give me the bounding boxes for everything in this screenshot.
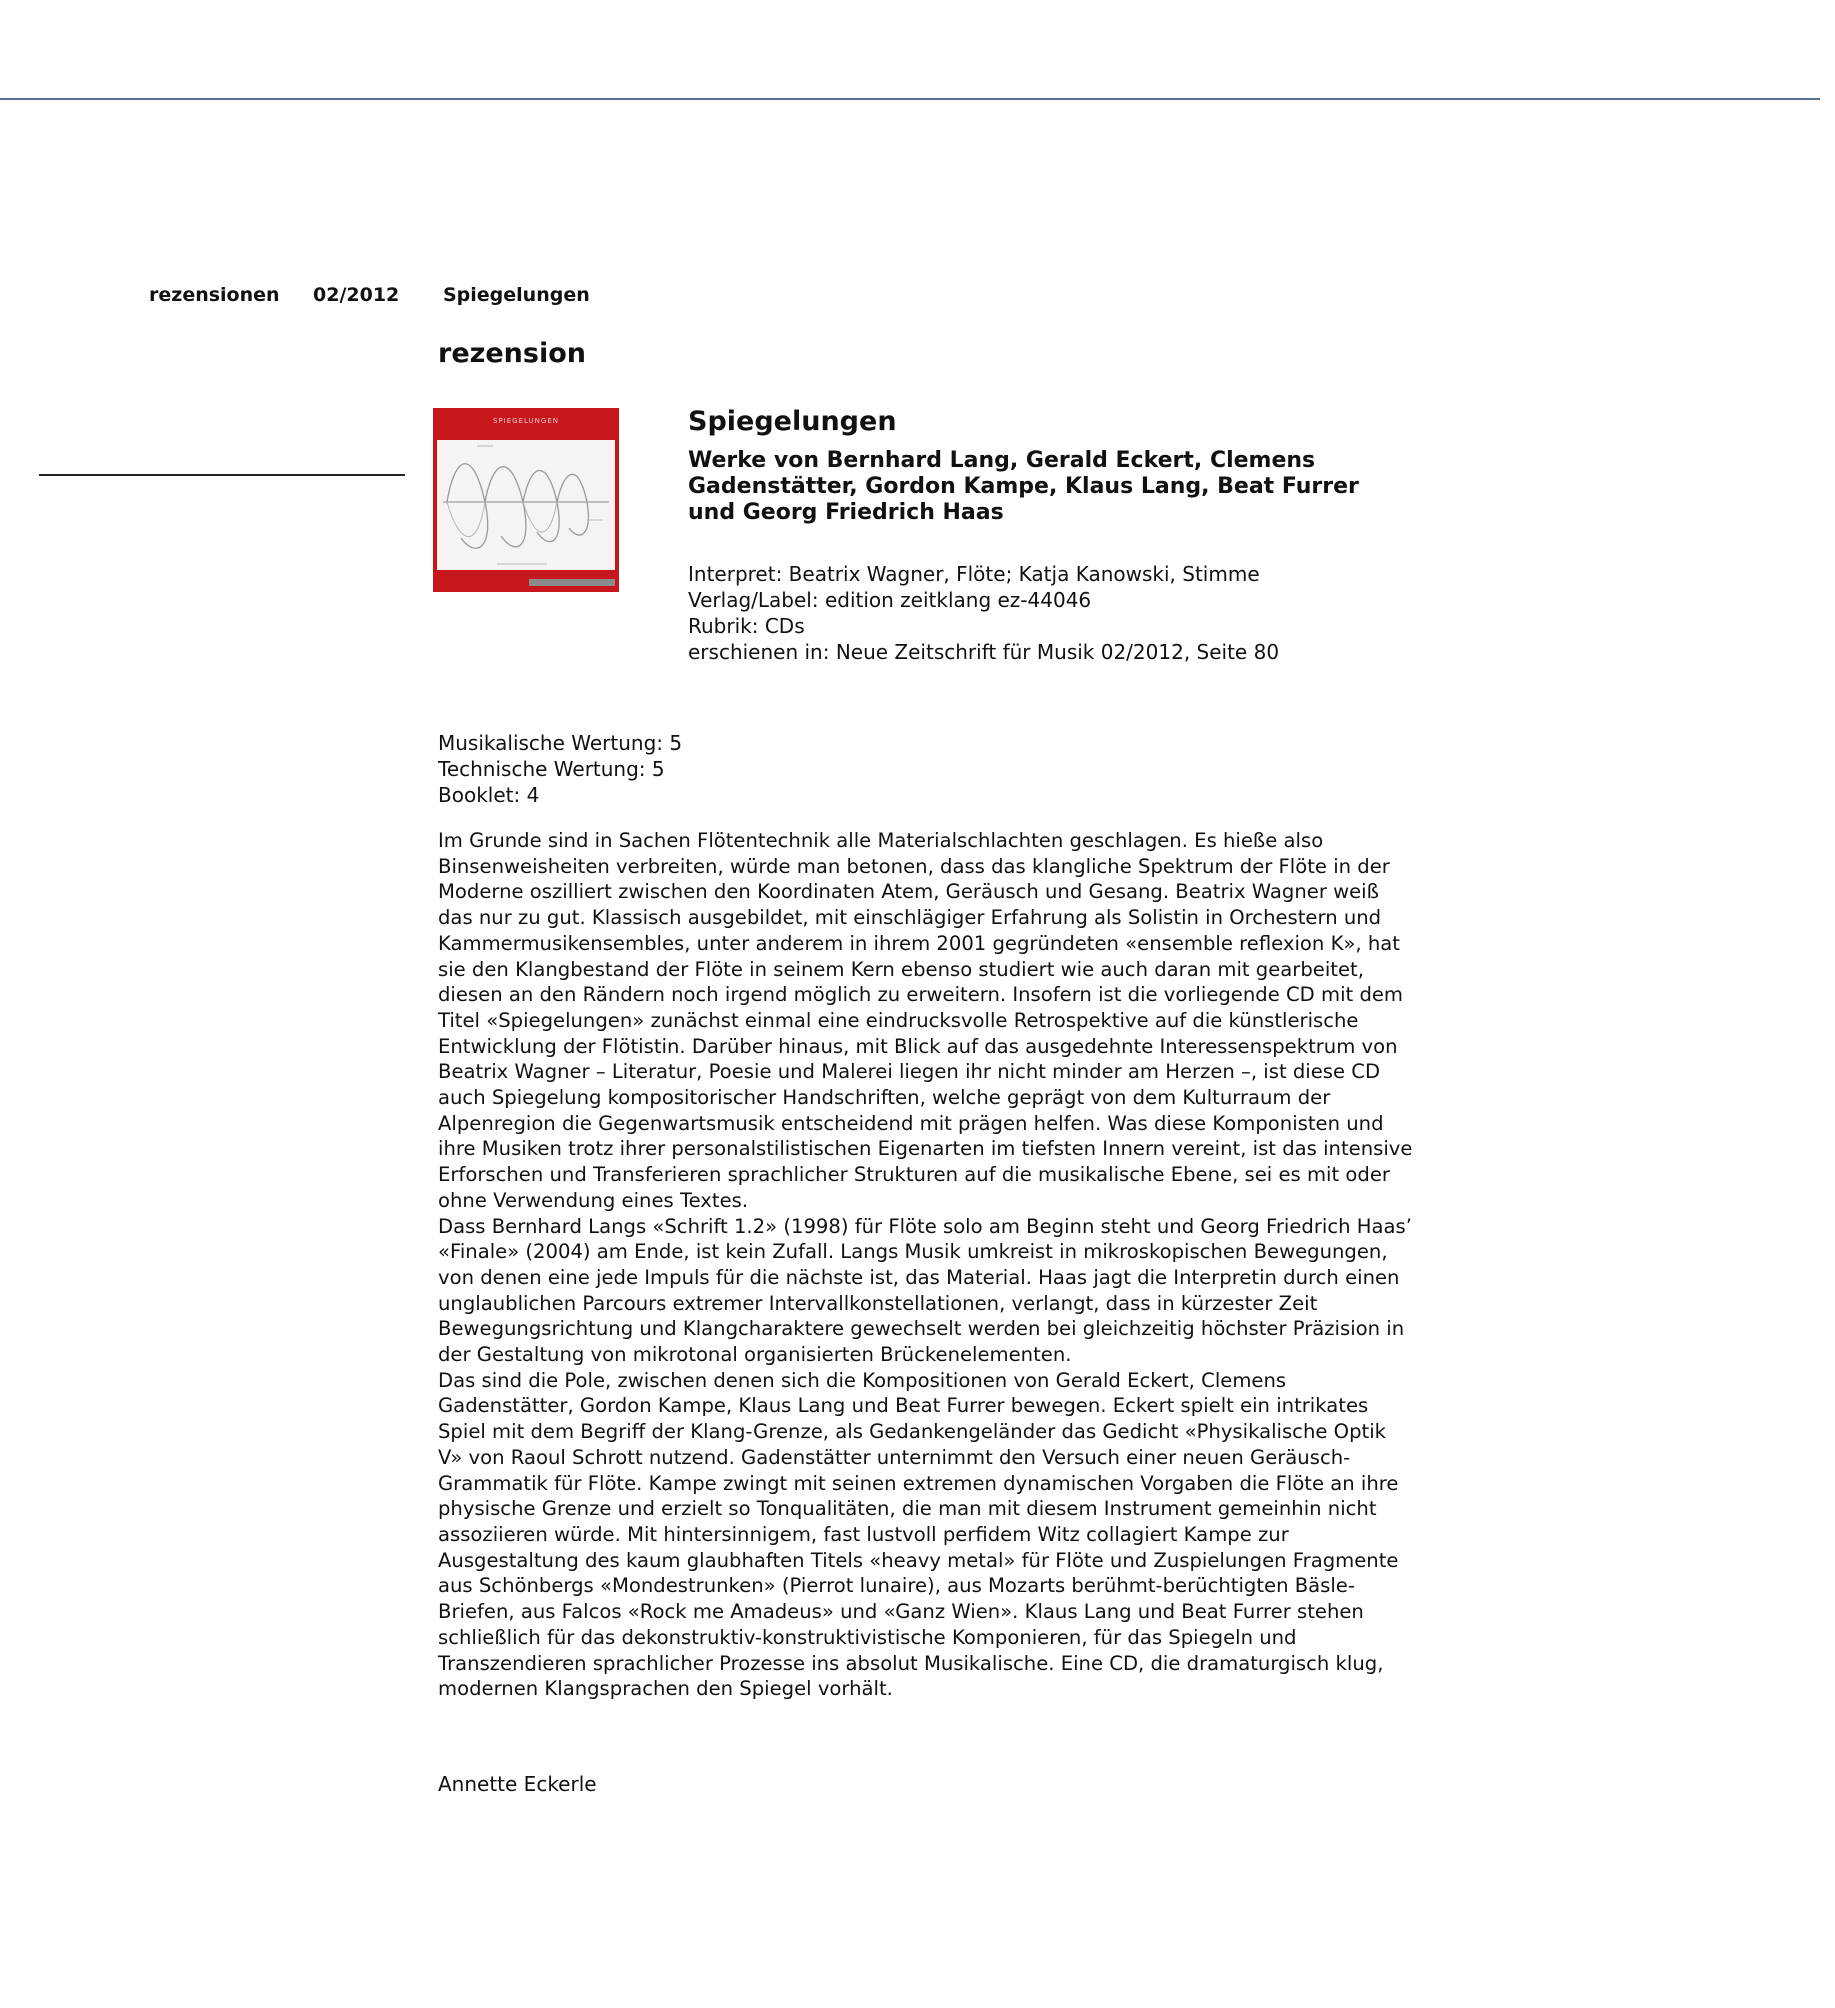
work-subtitle: Werke von Bernhard Lang, Gerald Eckert, Clemens Gadenstätter, Gordon Kampe, Klaus Lang, Beat Furrer und Georg Friedrich Haas — [688, 448, 1359, 525]
work-title: Spiegelungen — [688, 406, 897, 437]
rating-musical: Musikalische Wertung: 5 — [438, 731, 683, 755]
ratings-block — [438, 730, 682, 808]
review-paragraph: Im Grunde sind in Sachen Flötentechnik alle Materialschlachten geschlagen. Es hieße also Binsenweisheiten verbreiten, würde man betonen, dass das klangliche Spektrum der Flöte in der Moderne oszilliert zwischen den Koordinaten Atem, Geräusch und Gesang. Beatrix Wagner weiß das nur zu gut. Klassisch ausgebildet, mit einschlägiger Erfahrung als Solistin in Orchestern und Kammermusikensembles, unter anderem in ihrem 2001 gegründeten «ensemble reflexion K», hat sie den Klangbestand der Flöte in seinem Kern ebenso studiert wie auch daran mit gearbeitet, diesen an den Rändern noch irgend möglich zu erweitern. Insofern ist die vorliegende CD mit dem Titel «Spiegelungen» zunächst einmal eine eindrucksvolle Retrospektive auf die künstlerische Entwicklung der Flötistin. Darüber hinaus, mit Blick auf das ausgedehnte Interessenspektrum von Beatrix Wagner – Literatur, Poesie und Malerei liegen ihr nicht minder am Herzen –, ist diese CD auch Spiegelung kompositorischer Handschriften, welche geprägt von dem Kulturraum der Alpenregion die Gegenwartsmusik entscheidend mit prägen helfen. Was diese Komponisten und ihre Musiken trotz ihrer personalstilistischen Eigenarten im tiefsten Innern vereint, ist das intensive Erforschen und Transferieren sprachlicher Strukturen auf die musikalische Ebene, sei es mit oder ohne Verwendung eines Textes. — [438, 829, 1413, 1212]
review-paragraph: Dass Bernhard Langs «Schrift 1.2» (1998) für Flöte solo am Beginn steht und Georg Friedrich Haas’ «Finale» (2004) am Ende, ist kein Zufall. Langs Musik umkreist in mikroskopischen Bewegungen, von denen eine jede Impuls für die nächste ist, das Material. Haas jagt die Interpretin durch einen unglaublichen Parcours extremer Intervallkonstellationen, verlangt, dass in kürzester Zeit Bewegungsrichtung und Klangcharaktere gewechselt werden bei gleichzeitig höchster Präzision in der Gestaltung von mikrotonal organisierten Brückenelementen. — [438, 1214, 1412, 1367]
breadcrumb-link-rezensionen[interactable]: rezensionen — [149, 284, 280, 306]
rating-booklet: Booklet: 4 — [438, 783, 540, 807]
meta-published-in: erschienen in: Neue Zeitschrift für Musik 02/2012, Seite 80 — [688, 640, 1280, 664]
waveform-drawing — [437, 440, 615, 570]
review-author: Annette Eckerle — [438, 1772, 597, 1796]
review-text — [438, 828, 1413, 1702]
meta-label: Verlag/Label: edition zeitklang ez-44046 — [688, 588, 1092, 612]
cover-artwork — [437, 440, 615, 570]
breadcrumb-link-issue[interactable]: 02/2012 — [313, 284, 400, 306]
sidebar-divider — [39, 474, 405, 476]
review-paragraph: Das sind die Pole, zwischen denen sich die Kompositionen von Gerald Eckert, Clemens Gadenstätter, Gordon Kampe, Klaus Lang und Beat Furrer bewegen. Eckert spielt ein intrikates Spiel mit dem Begriff der Klang-Grenze, als Gedankengeländer das Gedicht «Physikalische Optik V» von Raoul Schrott nutzend. Gadenstätter unternimmt den Versuch einer neuen Geräusch-Grammatik für Flöte. Kampe zwingt mit seinen extremen dynamischen Vorgaben die Flöte an ihre physische Grenze und erzielt so Tonqualitäten, die man mit diesem Instrument gemeinhin nicht assoziieren würde. Mit hintersinnigem, fast lustvoll perfidem Witz collagiert Kampe zur Ausgestaltung des kaum glaubhaften Titels «heavy metal» für Flöte und Zuspielungen Fragmente aus Schönbergs «Mondestrunken» (Pierrot lunaire), aus Mozarts berühmt-berüchtigten Bäsle-Briefen, aus Falcos «Rock me Amadeus» und «Ganz Wien». Klaus Lang und Beat Furrer stehen schließlich für das dekonstruktiv-konstruktivistische Komponieren, für das Spiegeln und Transzendieren sprachlicher Prozesse ins absolut Musikalische. Eine CD, die dramaturgisch klug, modernen Klangsprachen den Spiegel vorhält. — [438, 1368, 1399, 1701]
cover-label-bar — [529, 579, 615, 586]
breadcrumb — [0, 284, 700, 314]
page-title: rezension — [438, 338, 586, 369]
cover-title-text: SPIEGELUNGEN — [493, 417, 559, 425]
meta-interpret: Interpret: Beatrix Wagner, Flöte; Katja Kanowski, Stimme — [688, 562, 1260, 586]
header-divider — [0, 98, 1820, 100]
rating-technical: Technische Wertung: 5 — [438, 757, 665, 781]
release-metadata — [688, 561, 1488, 665]
cd-cover-image — [433, 408, 619, 592]
breadcrumb-current-title: Spiegelungen — [443, 284, 590, 306]
meta-rubrik: Rubrik: CDs — [688, 614, 805, 638]
